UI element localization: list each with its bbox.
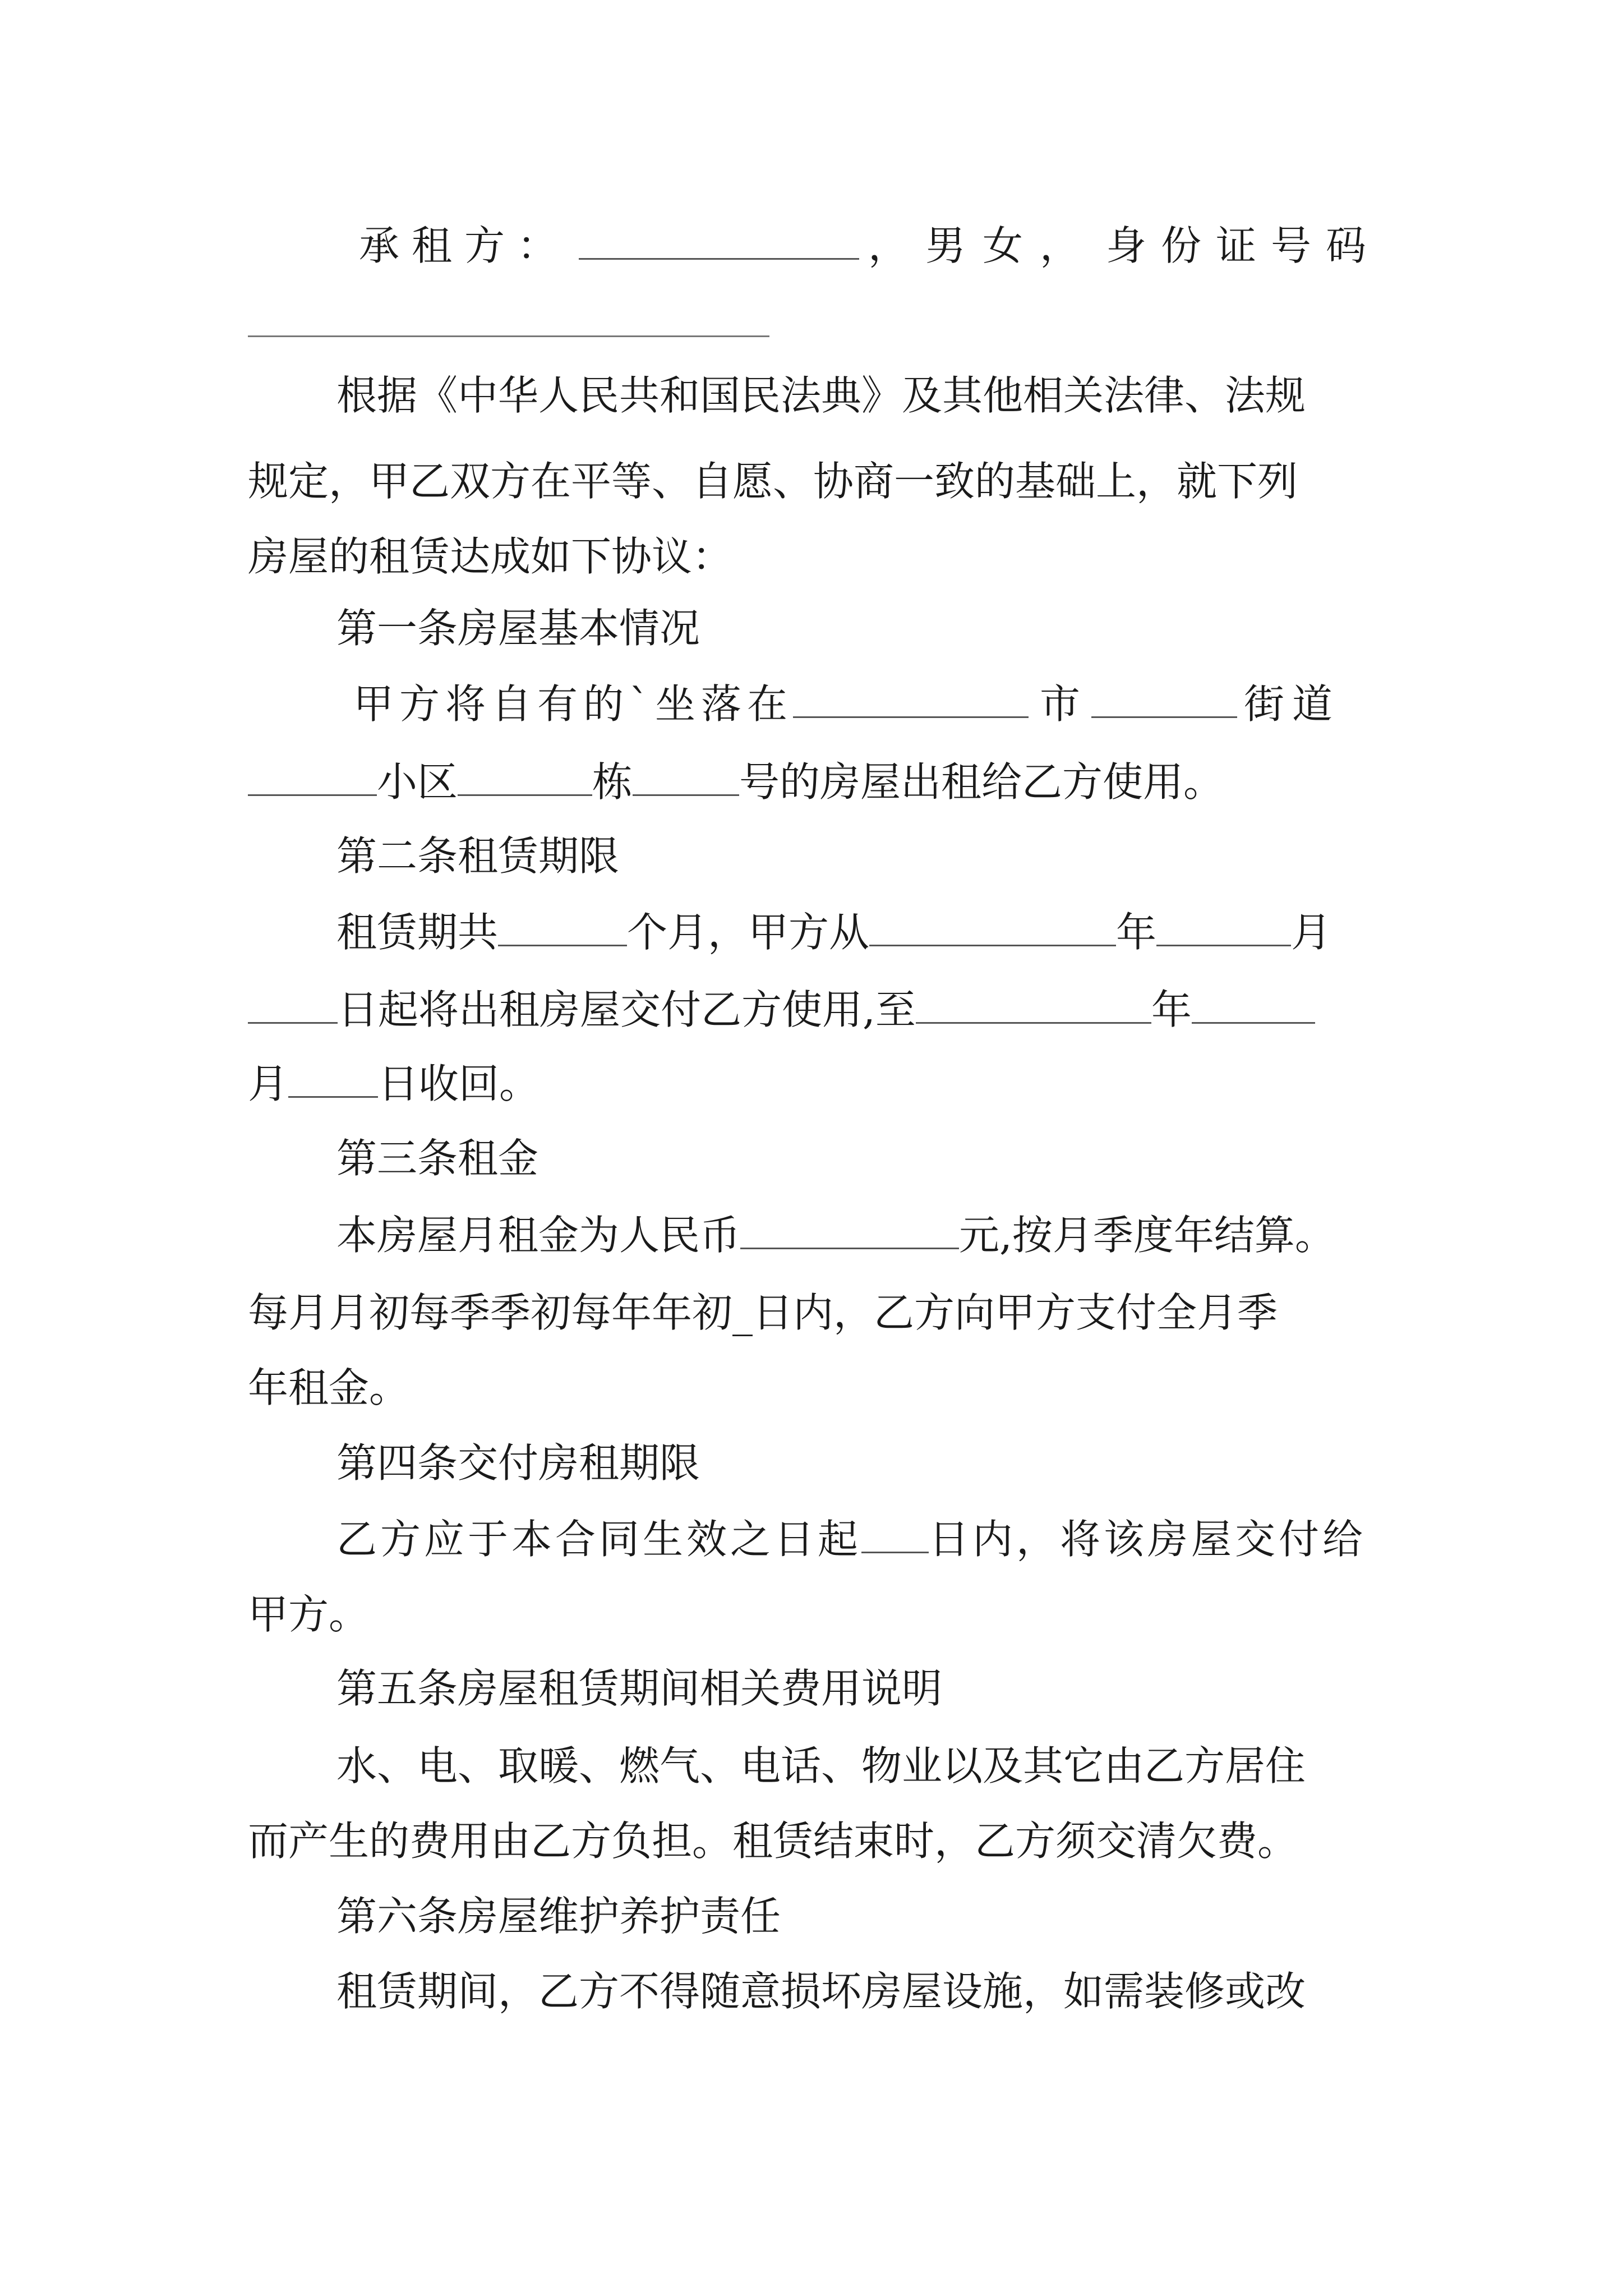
article-4-line-2: 甲方。 (248, 1591, 370, 1638)
article-1-text-c: 街道 (1244, 680, 1341, 728)
article-2-text-g: 月 (248, 1060, 289, 1107)
start-month-blank (1156, 904, 1291, 946)
article-3-line-3: 年租金。 (248, 1364, 410, 1411)
article-2-text-b: 个月，甲方从 (627, 909, 870, 956)
end-month-blank (1192, 982, 1315, 1024)
article-2-line-3 (248, 1056, 1381, 1112)
article-5-title: 第五条房屋租赁期间相关费用说明 (336, 1665, 943, 1712)
intro-line-2: 规定，甲乙双方在平等、自愿、协商一致的基础上，就下列 (248, 458, 1298, 505)
article-2-text-c: 年 (1116, 909, 1157, 956)
article-2-text-f: 年 (1151, 986, 1192, 1033)
article-1-text-a: 甲方将自有的`坐落在 (353, 680, 794, 728)
months-blank (498, 904, 627, 946)
article-3-text-b: 元,按月季度年结算。 (959, 1212, 1335, 1259)
article-4-title: 第四条交付房租期限 (336, 1439, 700, 1487)
article-4-text-b: 日内，将该房屋交付给 (929, 1516, 1367, 1563)
rent-amount-blank (740, 1207, 959, 1249)
lessee-id-label: 身份证号码 (1105, 222, 1381, 269)
article-1-line-1 (353, 676, 1398, 732)
end-day-blank (288, 1056, 378, 1098)
article-2-line-2 (248, 982, 1381, 1038)
article-1-line-2 (248, 754, 1381, 810)
article-2-text-h: 日收回。 (378, 1060, 540, 1107)
lessee-id-blank (248, 335, 769, 337)
article-1-title: 第一条房屋基本情况 (336, 605, 700, 652)
intro-line-1: 根据《中华人民共和国民法典》及其他相关法律、法规 (336, 372, 1306, 419)
article-6-line-1: 租赁期间，乙方不得随意损坏房屋设施，如需装修或改 (336, 1968, 1306, 2015)
start-year-blank (869, 904, 1116, 946)
number-blank (633, 754, 739, 796)
article-2-title: 第二条租赁期限 (336, 832, 620, 880)
article-6-title: 第六条房屋维护养护责任 (336, 1893, 781, 1940)
lessee-line (359, 218, 1381, 274)
city-blank (793, 676, 1029, 718)
article-1-text-b: 市 (1040, 680, 1081, 728)
intro-line-3: 房屋的租赁达成如下协议： (248, 533, 733, 580)
article-3-text-a: 本房屋月租金为人民币 (336, 1212, 741, 1259)
lessee-gender: ，男女， (868, 222, 1097, 269)
lessee-name-blank (579, 218, 859, 260)
article-4-text-a: 乙方应于本合同生效之日起 (336, 1516, 862, 1563)
article-1-text-d: 小区 (377, 758, 458, 806)
article-2-text-e: 日起将出租房屋交付乙方使用,至 (338, 986, 916, 1033)
article-1-text-f: 号的房屋出租给乙方使用。 (739, 758, 1224, 806)
article-4-line-1 (336, 1511, 1381, 1567)
article-2-text-a: 租赁期共 (336, 909, 499, 956)
building-blank (458, 754, 592, 796)
lessee-label: 承租方： (359, 222, 570, 269)
article-1-text-e: 栋 (592, 758, 633, 806)
article-3-title: 第三条租金 (336, 1135, 539, 1182)
article-3-line-1 (336, 1207, 1381, 1263)
article-5-line-1: 水、电、取暖、燃气、电话、物业以及其它由乙方居住 (336, 1742, 1306, 1789)
street-blank (1091, 676, 1237, 718)
article-2-line-1 (336, 904, 1381, 960)
article-3-line-2: 每月月初每季季初每年年初_日内，乙方向甲方支付全月季 (248, 1289, 1278, 1336)
article-5-line-2: 而产生的费用由乙方负担。租赁结束时，乙方须交清欠费。 (248, 1818, 1298, 1865)
community-blank (248, 754, 377, 796)
start-day-blank (248, 982, 338, 1024)
handover-days-blank (861, 1511, 929, 1553)
article-2-text-d: 月 (1291, 909, 1332, 956)
end-year-blank (916, 982, 1151, 1024)
